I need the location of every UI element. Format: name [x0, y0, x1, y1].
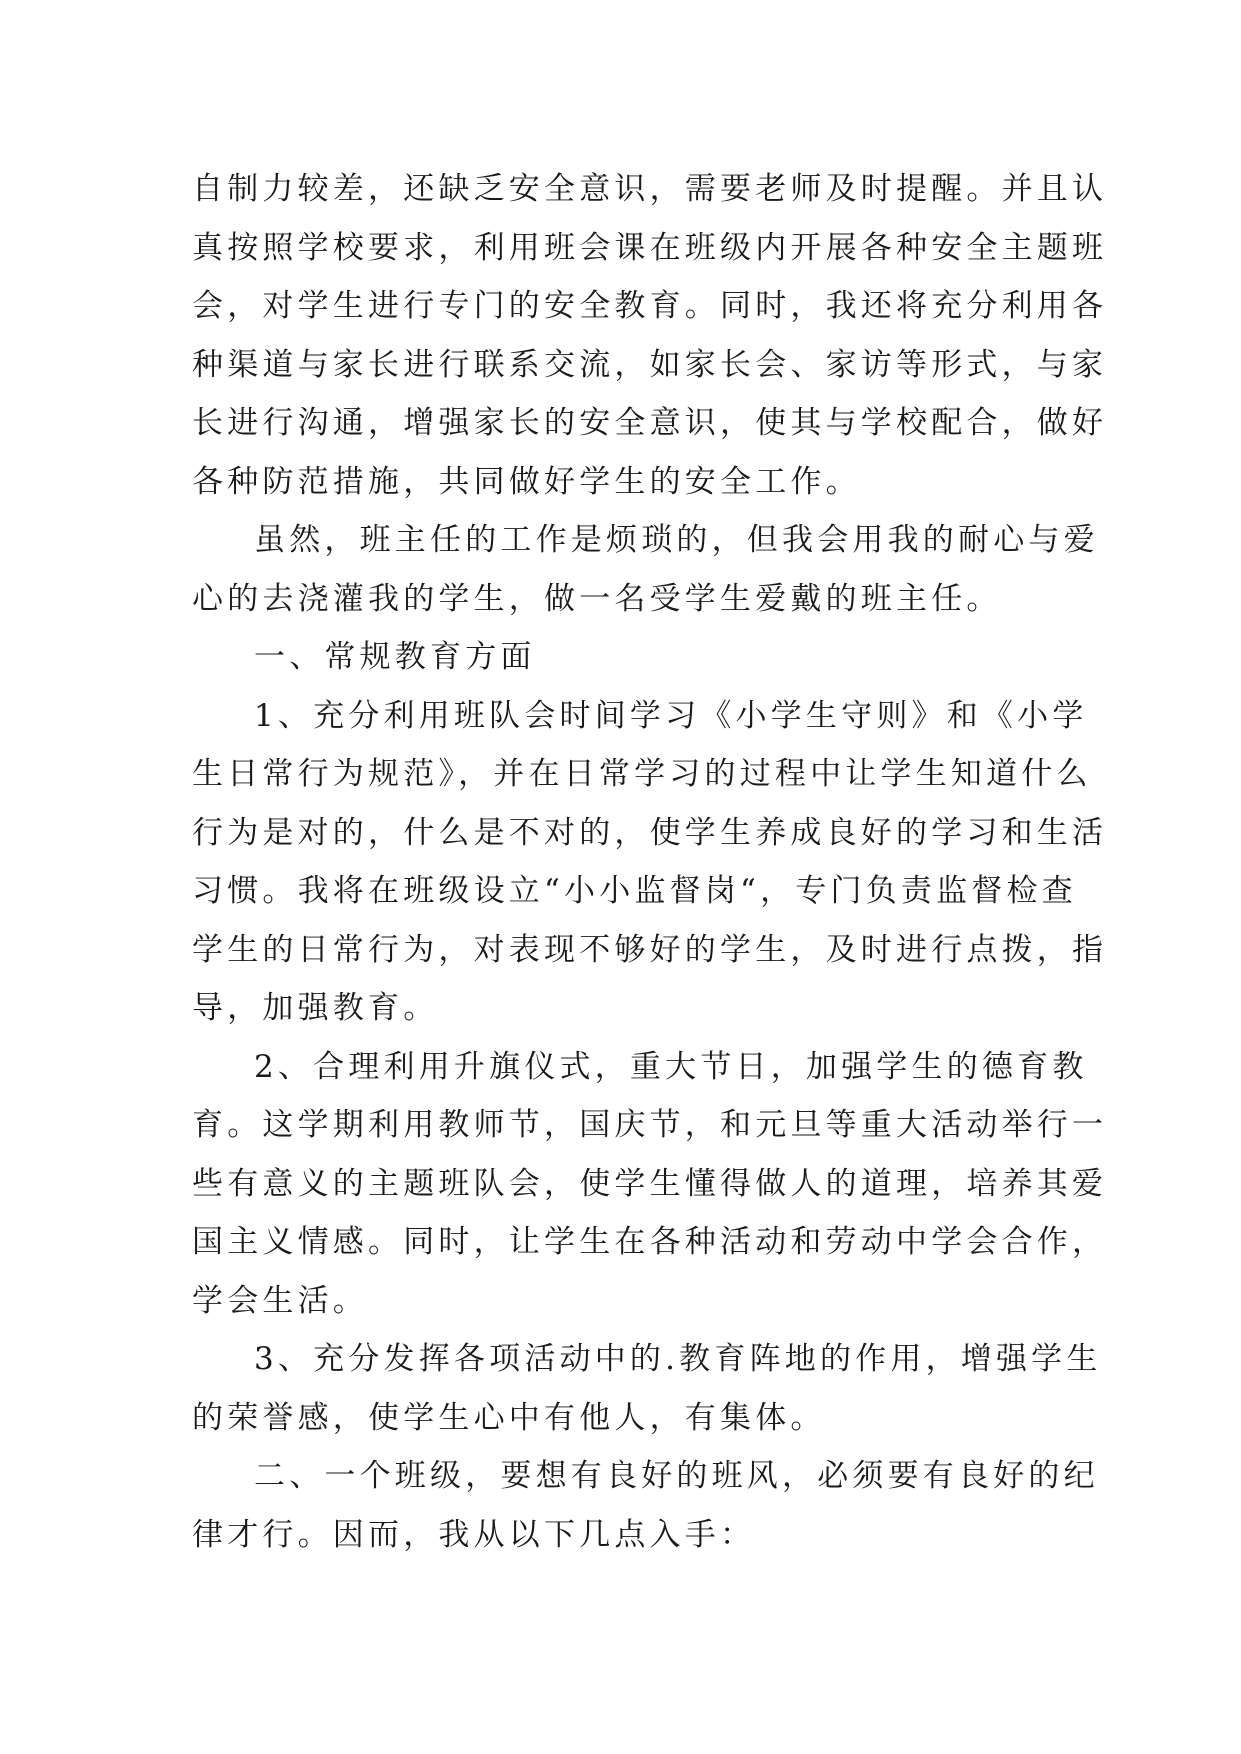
text-line: 心的去浇灌我的学生，做一名受学生爱戴的班主任。	[192, 580, 1002, 617]
text-line: 导，加强教育。	[192, 990, 439, 1026]
text-line: 1、充分利用班队会时间学习《小学生守则》和《小学	[254, 697, 1088, 734]
text-line: 些有意义的主题班队会，使学生懂得做人的道理，培养其爱	[192, 1165, 1108, 1202]
text-line: 2、合理利用升旗仪式，重大节日，加强学生的德育教	[254, 1048, 1088, 1085]
text-line: 长进行沟通，增强家长的安全意识，使其与学校配合，做好	[192, 405, 1108, 441]
document-body	[192, 160, 1108, 1564]
text-line: 习惯。我将在班级设立“小小监督岗“，专门负责监督检查	[192, 873, 1077, 909]
text-line: 的荣誉感，使学生心中有他人，有集体。	[192, 1399, 826, 1436]
text-line: 学生的日常行为，对表现不够好的学生，及时进行点拨，指	[192, 931, 1108, 968]
text-line: 3、充分发挥各项活动中的.教育阵地的作用，增强学生	[254, 1341, 1102, 1377]
text-line: 生日常行为规范》，并在日常学习的过程中让学生知道什么	[192, 756, 1092, 792]
text-line: 虽然，班主任的工作是烦琐的，但我会用我的耐心与爱	[254, 522, 1099, 558]
text-line: 行为是对的，什么是不对的，使学生养成良好的学习和生活	[192, 814, 1108, 851]
text-line: 律才行。因而，我从以下几点入手：	[192, 1516, 756, 1553]
text-line: 学会生活。	[192, 1282, 368, 1319]
section-heading: 一、常规教育方面	[254, 639, 536, 675]
text-line: 真按照学校要求，利用班会课在班级内开展各种安全主题班	[192, 229, 1108, 266]
text-line: 自制力较差，还缺乏安全意识，需要老师及时提醒。并且认	[192, 171, 1108, 207]
text-line: 国主义情感。同时，让学生在各种活动和劳动中学会合作，	[192, 1224, 1108, 1260]
text-line: 会，对学生进行专门的安全教育。同时，我还将充分利用各	[192, 288, 1108, 324]
section-heading: 二、一个班级，要想有良好的班风，必须要有良好的纪	[254, 1458, 1099, 1494]
text-line: 种渠道与家长进行联系交流，如家长会、家访等形式，与家	[192, 346, 1108, 383]
text-line: 各种防范措施，共同做好学生的安全工作。	[192, 463, 861, 500]
text-line: 育。这学期利用教师节，国庆节，和元旦等重大活动举行一	[192, 1107, 1108, 1143]
